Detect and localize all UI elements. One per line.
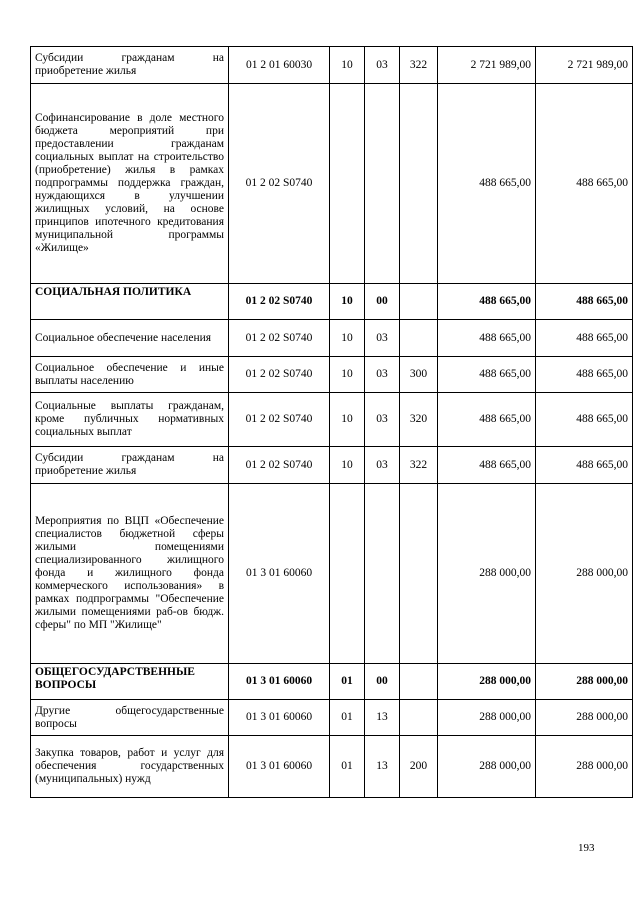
table-row <box>31 357 633 393</box>
row-code-cell: 01 3 01 60060 <box>229 736 330 798</box>
row-amount-1-cell: 488 665,00 <box>438 447 536 484</box>
row-amount-1-cell: 288 000,00 <box>438 700 536 736</box>
row-amount-1-cell: 488 665,00 <box>438 284 536 320</box>
row-expense-type-cell <box>400 84 438 284</box>
row-code-cell: 01 2 01 60030 <box>229 47 330 84</box>
row-expense-type-cell: 200 <box>400 736 438 798</box>
row-amount-2-cell: 288 000,00 <box>536 700 633 736</box>
row-expense-type-cell <box>400 484 438 664</box>
row-code-cell: 01 2 02 S0740 <box>229 284 330 320</box>
row-code-cell: 01 2 02 S0740 <box>229 357 330 393</box>
row-amount-1-cell: 488 665,00 <box>438 84 536 284</box>
row-name-cell: Софинансирование в доле местного бюджета мероприятий при предоставлении гражданам социальных выплат на строительство (приобретение) жилья в рамках подпрограммы поддержка граждан, нуждающихся в улучшении жилищных условий, на основе принципов ипотечного кредитования муниципальной программы «Жилище» <box>31 84 229 284</box>
row-code-cell: 01 2 02 S0740 <box>229 447 330 484</box>
page-number: 193 <box>578 842 595 854</box>
row-expense-type-cell <box>400 700 438 736</box>
row-amount-2-cell: 488 665,00 <box>536 84 633 284</box>
table-row <box>31 320 633 357</box>
table-row <box>31 447 633 484</box>
row-subsection-cell: 03 <box>365 447 400 484</box>
row-amount-2-cell: 288 000,00 <box>536 484 633 664</box>
row-subsection-cell: 00 <box>365 664 400 700</box>
table-row <box>31 484 633 664</box>
row-code-cell: 01 2 02 S0740 <box>229 320 330 357</box>
row-section-cell: 10 <box>330 357 365 393</box>
row-name-cell: ОБЩЕГОСУДАРСТВЕННЫЕ ВОПРОСЫ <box>31 664 229 700</box>
row-name-cell: Социальное обеспечение населения <box>31 320 229 357</box>
row-amount-1-cell: 288 000,00 <box>438 736 536 798</box>
row-name-cell: Другие общегосударственные вопросы <box>31 700 229 736</box>
budget-table-body <box>31 47 633 798</box>
row-section-cell: 10 <box>330 447 365 484</box>
row-amount-1-cell: 288 000,00 <box>438 664 536 700</box>
row-expense-type-cell: 300 <box>400 357 438 393</box>
table-row <box>31 700 633 736</box>
row-subsection-cell: 00 <box>365 284 400 320</box>
row-name-cell: Социальные выплаты гражданам, кроме публичных нормативных социальных выплат <box>31 393 229 447</box>
table-row <box>31 736 633 798</box>
row-amount-2-cell: 2 721 989,00 <box>536 47 633 84</box>
row-expense-type-cell <box>400 284 438 320</box>
budget-table <box>30 46 633 798</box>
row-subsection-cell: 03 <box>365 357 400 393</box>
row-amount-1-cell: 488 665,00 <box>438 357 536 393</box>
row-amount-2-cell: 288 000,00 <box>536 664 633 700</box>
row-code-cell: 01 3 01 60060 <box>229 664 330 700</box>
row-name-cell: Субсидии гражданам на приобретение жилья <box>31 447 229 484</box>
row-section-cell <box>330 484 365 664</box>
table-row <box>31 664 633 700</box>
row-expense-type-cell: 320 <box>400 393 438 447</box>
table-row <box>31 47 633 84</box>
row-amount-2-cell: 488 665,00 <box>536 447 633 484</box>
row-amount-2-cell: 488 665,00 <box>536 284 633 320</box>
row-subsection-cell: 13 <box>365 700 400 736</box>
row-section-cell: 10 <box>330 47 365 84</box>
row-amount-2-cell: 488 665,00 <box>536 393 633 447</box>
row-amount-1-cell: 488 665,00 <box>438 320 536 357</box>
row-code-cell: 01 3 01 60060 <box>229 700 330 736</box>
row-amount-1-cell: 488 665,00 <box>438 393 536 447</box>
row-subsection-cell: 03 <box>365 320 400 357</box>
row-expense-type-cell: 322 <box>400 447 438 484</box>
row-subsection-cell: 13 <box>365 736 400 798</box>
row-section-cell: 10 <box>330 320 365 357</box>
row-amount-2-cell: 488 665,00 <box>536 357 633 393</box>
row-code-cell: 01 3 01 60060 <box>229 484 330 664</box>
table-row <box>31 84 633 284</box>
row-section-cell: 01 <box>330 664 365 700</box>
row-code-cell: 01 2 02 S0740 <box>229 393 330 447</box>
row-amount-1-cell: 2 721 989,00 <box>438 47 536 84</box>
row-subsection-cell <box>365 84 400 284</box>
row-subsection-cell <box>365 484 400 664</box>
row-name-cell: Закупка товаров, работ и услуг для обеспечения государственных (муниципальных) нужд <box>31 736 229 798</box>
row-subsection-cell: 03 <box>365 393 400 447</box>
row-name-cell: СОЦИАЛЬНАЯ ПОЛИТИКА <box>31 284 229 320</box>
row-amount-1-cell: 288 000,00 <box>438 484 536 664</box>
row-expense-type-cell <box>400 664 438 700</box>
row-section-cell: 10 <box>330 393 365 447</box>
row-section-cell <box>330 84 365 284</box>
table-row <box>31 393 633 447</box>
row-expense-type-cell <box>400 320 438 357</box>
table-row <box>31 284 633 320</box>
row-name-cell: Социальное обеспечение и иные выплаты населению <box>31 357 229 393</box>
row-code-cell: 01 2 02 S0740 <box>229 84 330 284</box>
row-amount-2-cell: 288 000,00 <box>536 736 633 798</box>
row-expense-type-cell: 322 <box>400 47 438 84</box>
row-section-cell: 10 <box>330 284 365 320</box>
row-section-cell: 01 <box>330 700 365 736</box>
row-amount-2-cell: 488 665,00 <box>536 320 633 357</box>
row-subsection-cell: 03 <box>365 47 400 84</box>
row-section-cell: 01 <box>330 736 365 798</box>
row-name-cell: Субсидии гражданам на приобретение жилья <box>31 47 229 84</box>
row-name-cell: Мероприятия по ВЦП «Обеспечение специалистов бюджетной сферы жилыми помещениями специализированного жилищного фонда и жилищного фонда коммерческого использования» в рамках подпрограммы "Обеспечение жилыми помещениями раб-ов бюдж. сферы" по МП "Жилище" <box>31 484 229 664</box>
